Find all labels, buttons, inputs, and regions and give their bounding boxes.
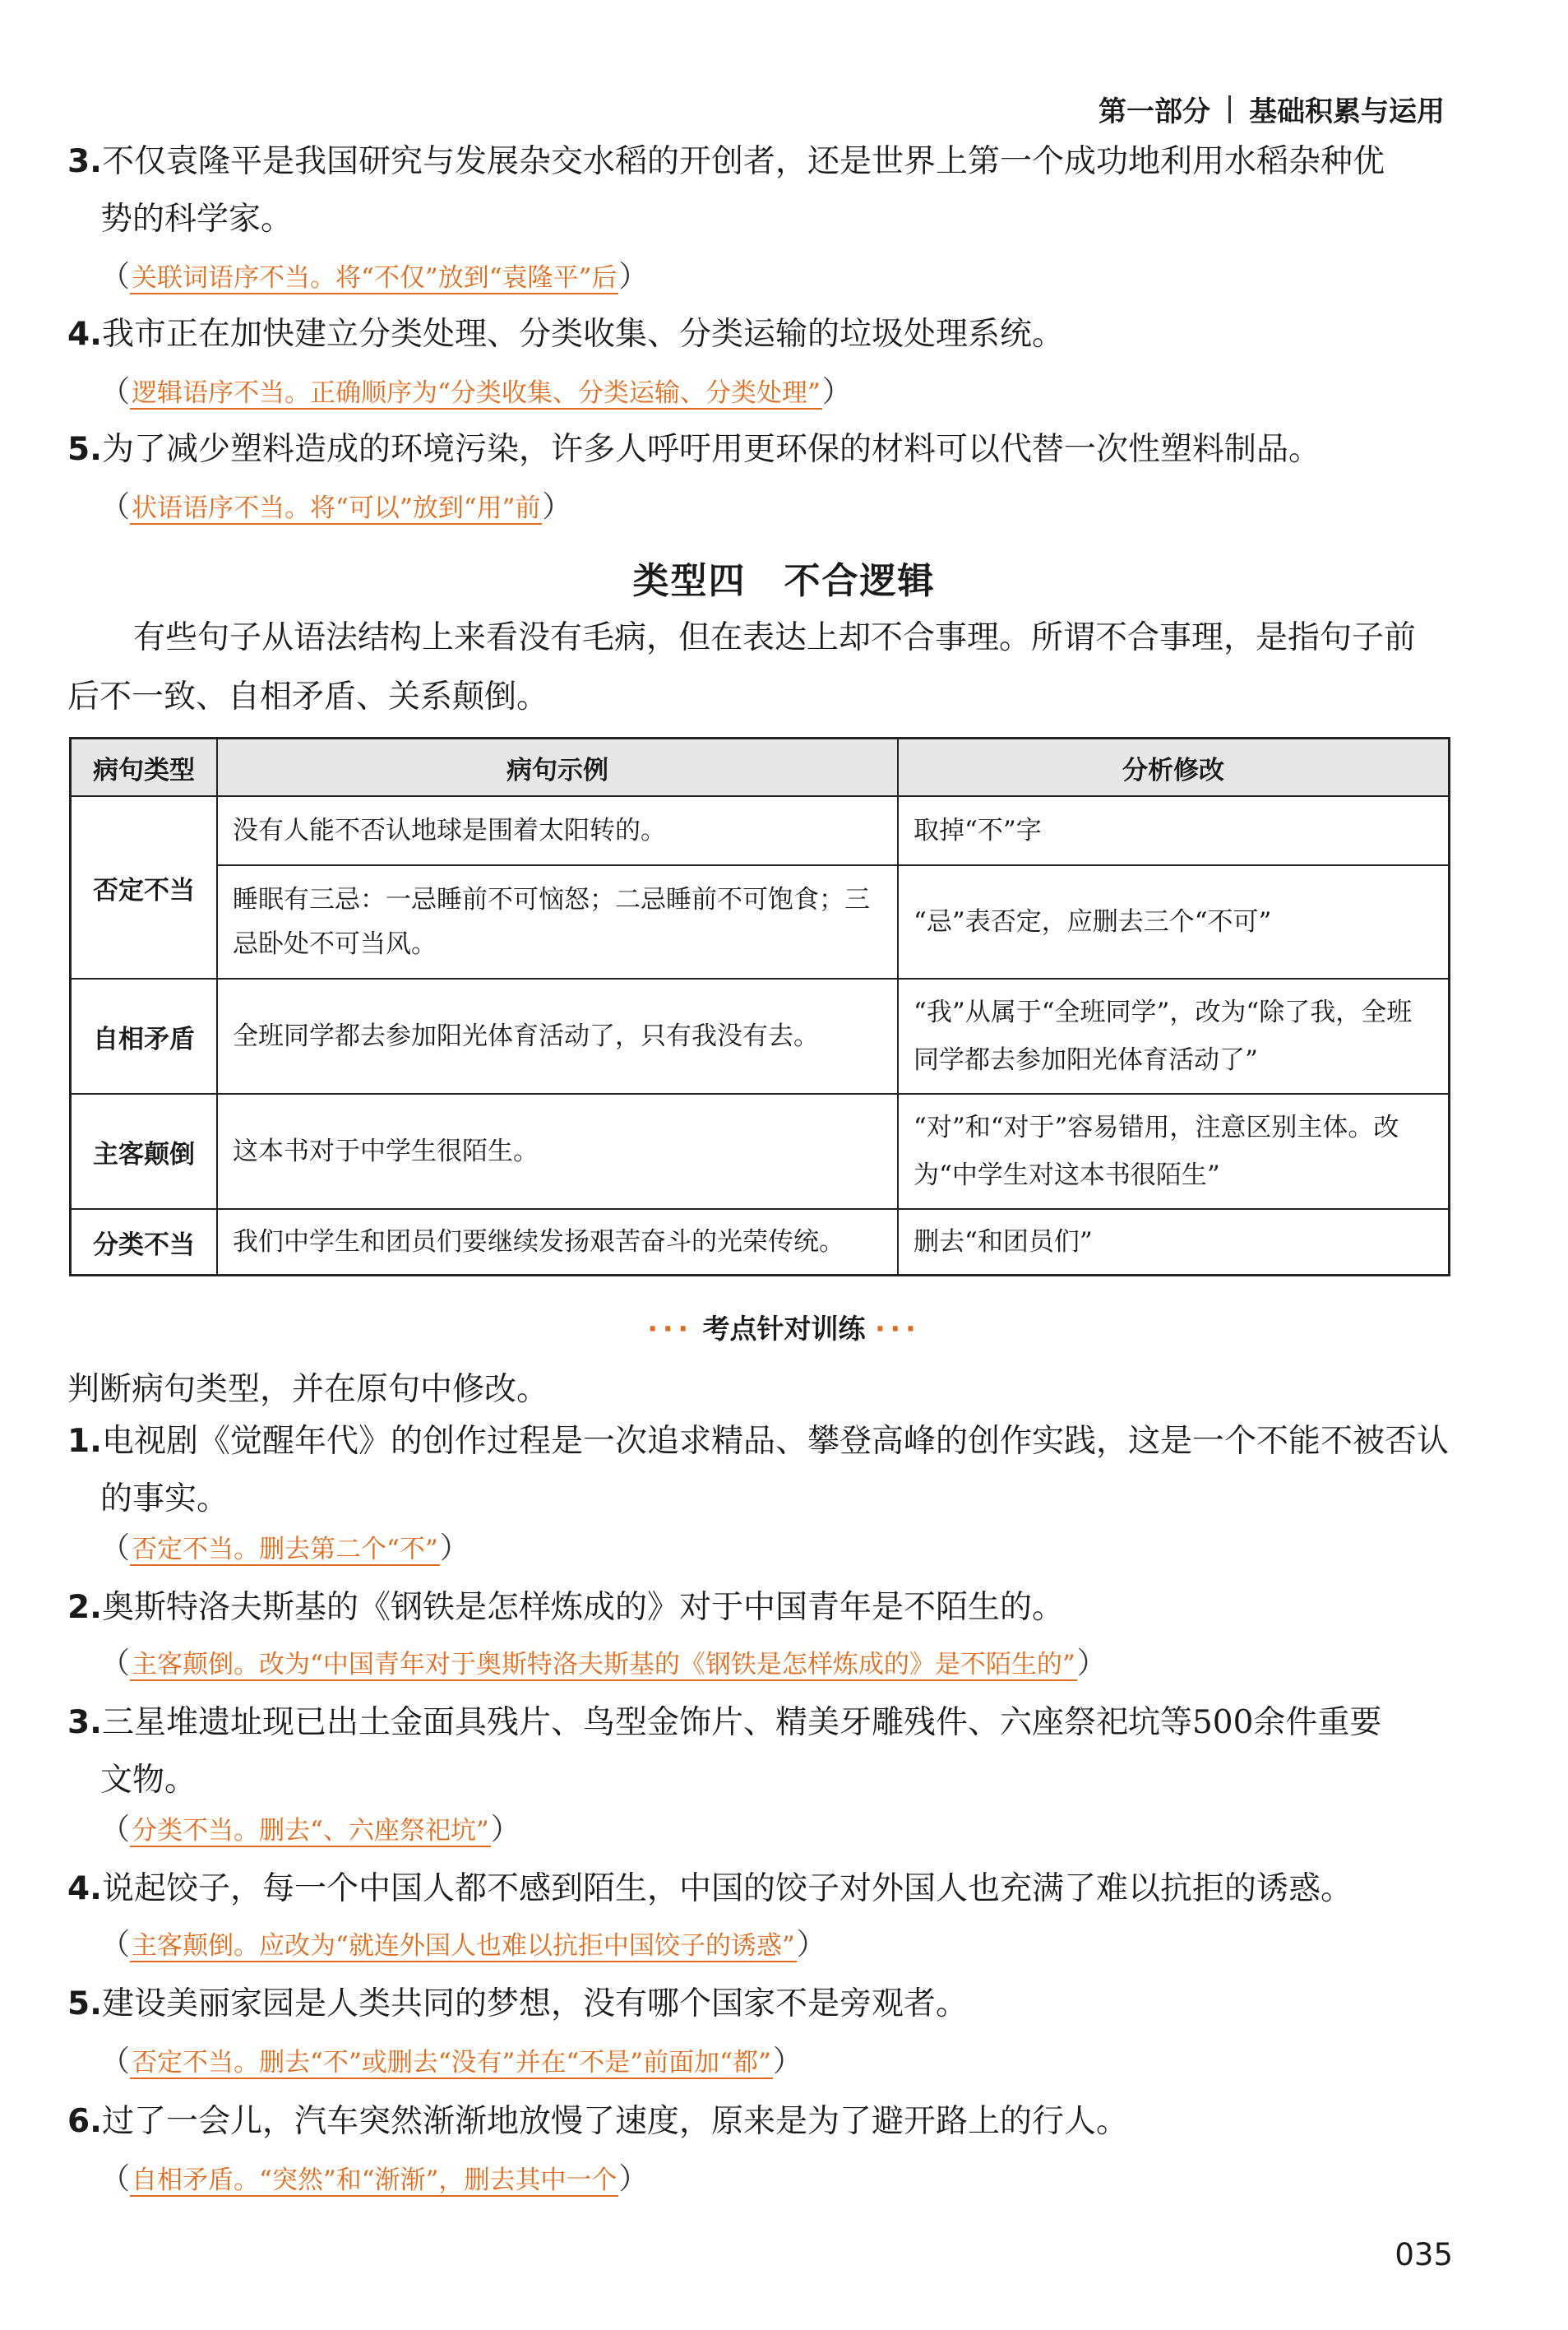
table-cell-analysis: “忌”表否定，应删去三个“不可” — [898, 865, 1450, 979]
paren-close: ） — [772, 2045, 803, 2078]
paren-open: （ — [100, 2045, 131, 2078]
answer-text: 主客颠倒。应改为“就连外国人也难以抗拒中国饺子的诱惑” — [132, 1931, 795, 1961]
answer-line — [100, 372, 852, 414]
paren-open: （ — [100, 1647, 131, 1680]
answer-text: 否定不当。删去“不”或删去“没有”并在“不是”前面加“都” — [132, 2048, 771, 2078]
paren-open: （ — [100, 490, 131, 524]
answer-line — [100, 1528, 469, 1570]
question-item — [67, 421, 1449, 479]
exercise-number: 2. — [67, 1589, 102, 1626]
answer-text: 逻辑语序不当。正确顺序为“分类收集、分类运输、分类处理” — [132, 378, 821, 408]
question-text: 我市正在加快建立分类处理、分类收集、分类运输的垃圾处理系统。 — [101, 316, 1064, 353]
table-row — [71, 865, 1450, 979]
paren-open: （ — [100, 1813, 131, 1846]
question-number: 4. — [67, 316, 102, 353]
question-item — [67, 133, 1449, 248]
table-row — [71, 1094, 1450, 1209]
paren-close: ） — [439, 1531, 469, 1565]
answer-line — [100, 1925, 826, 1966]
paren-open: （ — [100, 2162, 131, 2196]
table-cell-analysis: “我”从属于“全班同学”，改为“除了我，全班同学都去参加阳光体育活动了” — [898, 979, 1450, 1094]
table-cell-type: 主客颠倒 — [71, 1094, 218, 1209]
table-row — [71, 979, 1450, 1094]
intro-line: 后不一致、自相矛盾、关系颠倒。 — [67, 679, 549, 716]
table-cell-example: 这本书对于中学生很陌生。 — [217, 1094, 898, 1209]
paren-close: ） — [542, 490, 572, 524]
paren-open: （ — [100, 1928, 131, 1962]
table-row — [71, 1209, 1450, 1276]
paren-close: ） — [796, 1928, 826, 1962]
exercise-text: 建设美丽家园是人类共同的梦想，没有哪个国家不是旁观者。 — [101, 1985, 968, 2022]
answer-text: 分类不当。删去“、六座祭祀坑” — [132, 1816, 489, 1846]
answer-line — [100, 487, 571, 529]
table-header: 病句类型 — [71, 739, 218, 797]
exercise-text: 过了一会儿，汽车突然渐渐地放慢了速度，原来是为了避开路上的行人。 — [101, 2103, 1128, 2140]
exercise-item — [67, 1413, 1449, 1528]
answer-text: 自相矛盾。“突然”和“渐渐”，删去其中一个 — [132, 2166, 617, 2195]
exercise-number: 6. — [67, 2103, 102, 2140]
question-item — [67, 306, 1449, 364]
exercise-item — [67, 2093, 1449, 2151]
answer-line — [100, 1809, 520, 1851]
table-header: 病句示例 — [217, 739, 898, 797]
page-number: 035 — [1395, 2237, 1453, 2272]
exercise-text-continued: 文物。 — [100, 1762, 197, 1799]
question-text: 不仅袁隆平是我国研究与发展杂交水稻的开创者，还是世界上第一个成功地利用水稻杂种优 — [101, 143, 1385, 180]
paren-open: （ — [100, 260, 131, 294]
table-cell-example: 睡眠有三忌：一忌睡前不可恼怒；二忌睡前不可饱食；三忌卧处不可当风。 — [217, 865, 898, 979]
exercise-text: 说起饺子，每一个中国人都不感到陌生，中国的饺子对外国人也充满了难以抗拒的诱惑。 — [101, 1870, 1353, 1907]
table-cell-example: 我们中学生和团员们要继续发扬艰苦奋斗的光荣传统。 — [217, 1209, 898, 1276]
training-heading — [0, 1308, 1568, 1346]
paren-close: ） — [618, 260, 649, 294]
exercise-text: 奥斯特洛夫斯基的《钢铁是怎样炼成的》对于中国青年是不陌生的。 — [101, 1589, 1064, 1626]
exercise-item — [67, 1579, 1449, 1637]
page-header — [1099, 89, 1445, 129]
paren-close: ） — [490, 1813, 520, 1846]
intro-paragraph — [67, 609, 1449, 727]
question-text-continued: 势的科学家。 — [100, 201, 294, 238]
table-cell-type: 自相矛盾 — [71, 979, 218, 1094]
training-title: 考点针对训练 — [702, 1313, 866, 1345]
header-part: 第一部分 — [1099, 95, 1210, 128]
paren-open: （ — [100, 1531, 131, 1565]
table-header: 分析修改 — [898, 739, 1450, 797]
exercise-text: 三星堆遗址现已出土金面具残片、鸟型金饰片、精美牙雕残件、六座祭祀坑等500余件重要 — [101, 1704, 1382, 1741]
answer-text: 否定不当。删去第二个“不” — [132, 1535, 438, 1564]
table-cell-analysis: 删去“和团员们” — [898, 1209, 1450, 1276]
question-number: 5. — [67, 431, 102, 468]
intro-line: 有些句子从语法结构上来看没有毛病，但在表达上却不合事理。所谓不合事理，是指句子前 — [133, 619, 1417, 656]
paren-close: ） — [618, 2162, 649, 2196]
header-divider — [1228, 95, 1231, 123]
exercise-item — [67, 1976, 1449, 2033]
table-header-row — [71, 739, 1450, 797]
header-section: 基础积累与运用 — [1249, 95, 1445, 128]
exercise-text: 电视剧《觉醒年代》的创作过程是一次追求精品、攀登高峰的创作实践，这是一个不能不被否认 — [101, 1423, 1449, 1460]
question-number: 3. — [67, 143, 102, 180]
table-cell-type: 否定不当 — [71, 796, 218, 979]
answer-text: 主客颠倒。改为“中国青年对于奥斯特洛夫斯基的《钢铁是怎样炼成的》是不陌生的” — [132, 1650, 1075, 1679]
section-title: 类型四 不合逻辑 — [632, 560, 936, 602]
exercise-number: 3. — [67, 1704, 102, 1741]
exercise-text-continued: 的事实。 — [100, 1480, 229, 1517]
exercise-number: 4. — [67, 1870, 102, 1907]
exercise-item — [67, 1860, 1449, 1918]
paren-close: ） — [821, 375, 852, 409]
sentence-error-table — [69, 737, 1450, 1276]
answer-line — [100, 1643, 1107, 1685]
decor-dots-left: ··· — [647, 1313, 693, 1345]
table-cell-example: 没有人能不否认地球是围着太阳转的。 — [217, 796, 898, 865]
answer-text: 状语语序不当。将“可以”放到“用”前 — [132, 493, 541, 523]
exercise-number: 5. — [67, 1985, 102, 2022]
decor-dots-right: ··· — [875, 1313, 921, 1345]
table-cell-type: 分类不当 — [71, 1209, 218, 1276]
answer-line — [100, 2041, 803, 2083]
paren-close: ） — [1076, 1647, 1107, 1680]
table-row — [71, 796, 1450, 865]
answer-line — [100, 2159, 648, 2201]
question-text: 为了减少塑料造成的环境污染，许多人呼吁用更环保的材料可以代替一次性塑料制品。 — [101, 431, 1321, 468]
answer-text: 关联词语序不当。将“不仅”放到“袁隆平”后 — [132, 263, 617, 293]
instruction: 判断病句类型，并在原句中修改。 — [67, 1371, 549, 1408]
answer-line — [100, 257, 648, 299]
table-cell-analysis: 取掉“不”字 — [898, 796, 1450, 865]
paren-open: （ — [100, 375, 131, 409]
table-cell-analysis: “对”和“对于”容易错用，注意区别主体。改为“中学生对这本书很陌生” — [898, 1094, 1450, 1209]
exercise-number: 1. — [67, 1423, 102, 1460]
table-cell-example: 全班同学都去参加阳光体育活动了，只有我没有去。 — [217, 979, 898, 1094]
exercise-item — [67, 1694, 1449, 1809]
